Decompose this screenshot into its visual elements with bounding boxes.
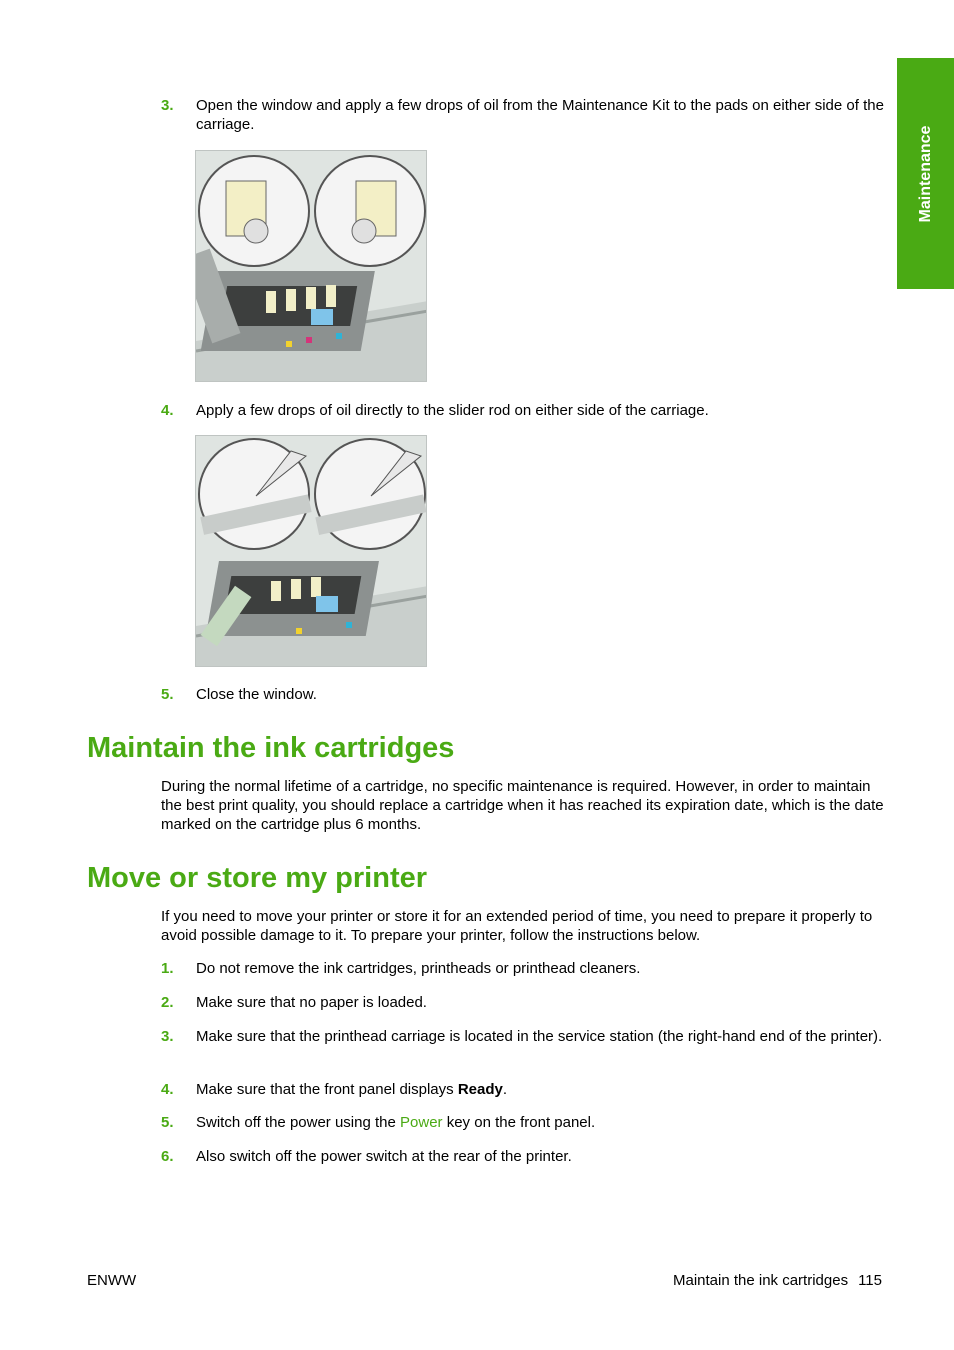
step-text-part: Switch off the power using the [196,1114,401,1131]
step-number: 6. [161,1148,174,1165]
section-paragraph: If you need to move your printer or store it for an extended period of time, you need to prepare it properly to avoid possible damage to it. To prepare your printer, follow the instructions below. [161,908,873,944]
step-item [161,1027,886,1046]
step-text [196,1113,886,1132]
step-number: 4. [161,402,174,419]
step-number: 3. [161,97,174,114]
step-text: Do not remove the ink cartridges, printheads or printhead cleaners. [196,960,641,977]
step-item [161,685,886,704]
section-paragraph: During the normal lifetime of a cartridge, no specific maintenance is required. However, in order to maintain the best print quality, you should replace a cartridge when it has reached its expiration date, which is the date marked on the cartridge plus 6 months. [161,778,884,833]
power-key-label: Power [400,1114,443,1131]
section-heading: Move or store my printer [87,862,428,894]
step-item [161,959,886,978]
step-text: Apply a few drops of oil directly to the slider rod on either side of the carriage. [196,402,709,419]
step-text: Make sure that the printhead carriage is located in the service station (the right-hand end of the printer). [196,1028,883,1045]
step-text-part: . [502,1081,508,1098]
step-number: 4. [161,1081,174,1098]
step-item [161,1147,886,1166]
step-item [161,96,886,134]
step-text: Make sure that no paper is loaded. [196,994,427,1011]
step-item [161,1080,886,1099]
footer-section-title: Maintain the ink cartridges [672,1272,849,1289]
footer-left-label: ENWW [87,1272,137,1289]
side-tab-label: Maintenance [916,125,934,222]
step-number: 3. [161,1028,174,1045]
ready-label: Ready [457,1081,503,1098]
step-number: 1. [161,960,174,977]
step-number: 5. [161,1114,174,1131]
oil-pads-illustration [195,150,427,382]
step-text [196,1080,886,1099]
step-text: Open the window and apply a few drops of oil from the Maintenance Kit to the pads on either side of the carriage. [196,97,884,133]
step-text: Also switch off the power switch at the rear of the printer. [196,1148,572,1165]
step-item [161,1113,886,1132]
step-item [161,401,886,420]
section-heading: Maintain the ink cartridges [87,732,455,764]
page-number: 115 [858,1272,882,1289]
step-text: Close the window. [196,686,317,703]
slider-rod-illustration [195,435,427,667]
step-text-part: Make sure that the front panel displays [196,1081,458,1098]
footer-right [673,1272,882,1289]
step-item [161,993,886,1012]
step-number: 5. [161,686,174,703]
section-side-tab [897,58,954,289]
step-number: 2. [161,994,174,1011]
step-text-part: key on the front panel. [442,1114,596,1131]
